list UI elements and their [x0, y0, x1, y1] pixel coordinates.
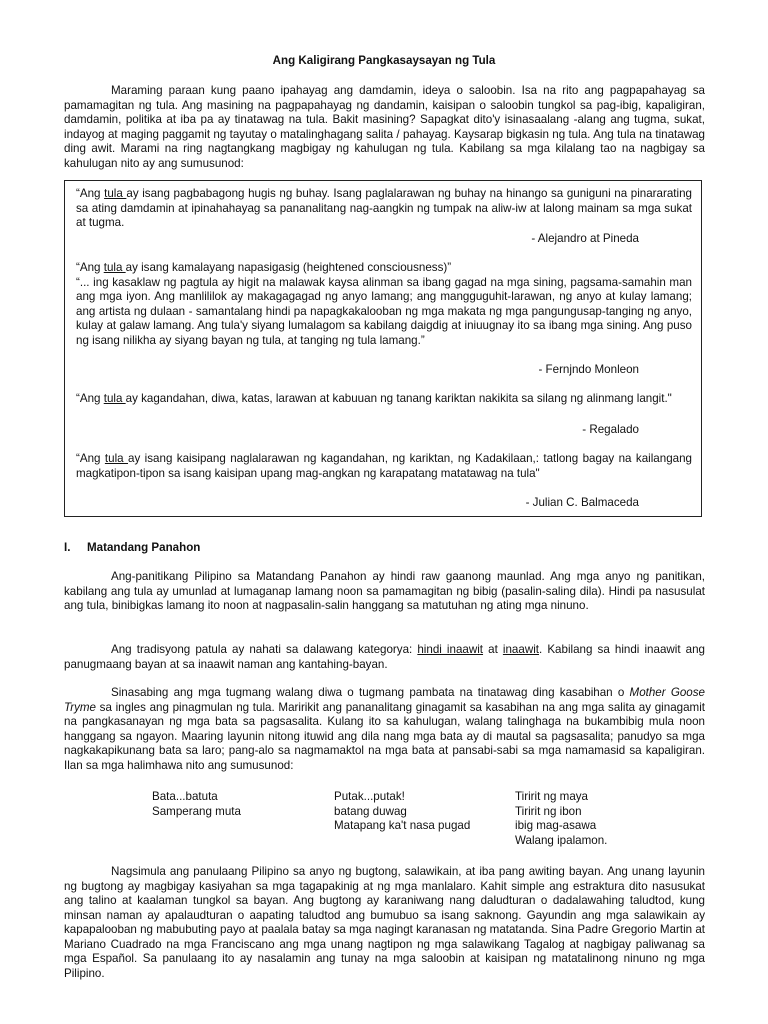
- quote-regalado: [76, 392, 692, 407]
- quote-monleon: [76, 261, 692, 348]
- quote-open: “Ang: [76, 452, 105, 465]
- paragraph-tugmang-pambata: [64, 686, 705, 773]
- example-line: batang duwag: [334, 804, 407, 818]
- text-run: Ang tradisyong patula ay nahati sa dalawang kategorya:: [111, 643, 418, 656]
- example-line: Putak...putak!: [334, 790, 405, 803]
- intro-paragraph: Maraming paraan kung paano ipahayag ang damdamin, ideya o saloobin. Isa na rito ang pagpapahayag sa pamamagitan ng tula. Ang masining na pagpapahayag ng dandamin, kaisipan o saloobin tungkol sa pag-ibig, kapaligiran, damdamin, politika at iba pa ay tinatawag na tula. Bakit masining? Sapagkat dito'y isinasaalang -alang ang tugma, sukat, indayog at maging paggamit ng tayutay o matalinghagang salita / pahayag. Kaysarap bigkasin ng tula. Ang tula na tinatawag ding awit. Marami na ring nagtangkang magbigay ng kahulugan ng tula. Kabilang sa mga kilalang tao na nagbigay sa kahulugan nito ay ang sumusunod:: [64, 84, 705, 170]
- quote-open: “Ang: [76, 392, 104, 405]
- example-column-1: [152, 790, 241, 819]
- quote-keyword: tula: [103, 261, 126, 274]
- example-line: Bata...batuta: [152, 790, 218, 803]
- quote-keyword: tula: [104, 187, 127, 200]
- quote-author: - Fernjndo Monleon: [538, 363, 639, 376]
- quote-balmaceda: [76, 452, 692, 481]
- example-line: ibig mag-asawa: [515, 819, 597, 832]
- example-line: Tiririt ng ibon: [515, 804, 582, 818]
- quote-author: - Regalado: [582, 423, 639, 436]
- quote-open: “Ang: [76, 261, 104, 274]
- quote-keyword: tula: [104, 452, 129, 465]
- quote-text: ay isang kaisipang naglalarawan ng kagandahan, ng kariktan, ng Kadakilaan,: tatlong bagay na kailangang magkatipon-tipon sa isang kaisipan upang mag-angkan ng karapatang matatawag na tula": [76, 452, 692, 480]
- paragraph-panulaang-pilipino: Nagsimula ang panulaang Pilipino sa anyo ng bugtong, salawikain, at iba pang awiting bayan. Ang unang layunin ng bugtong ay magbigay kasiyahan sa mga tagapakinig at ng mga manlalaro. Kahit simple ang estraktura dito nasusukat ang talino at kaalaman tungkol sa bayan. Ang bugtong ay karaniwang nang daludturan o dadalawahing taludtod, kung minsan naman ay apalaudturan o aapating taludtod ang bumubuo sa isang saknong. Gayundin ang mga salawikain ay kapapalooban ng mabubuting payo at paalala batay sa mga nagingt karanasan ng matatanda. Sina Padre Gregorio Martin at Mariano Cuadrado na mga Franciscano ang mga unang nagtipon ng mga salawikang Tagalog at nagbigay paliwanag sa mga Español. Sa panulaang ito ay nasalamin ang tunay na mga saloobin at kaisipan ng matatalinong ninuno ng mga Pilipino.: [64, 865, 705, 980]
- underlined-term: inaawit: [502, 643, 539, 656]
- text-run: sa ingles ang pinagmulan ng tula. Maririkit ang pananalitang ginagamit sa kasabihan na ang mga salita ay ginagamit na pangkasanayan ng mga bata sa pagsasalita. Kulang ito sa kahulugan, walang talinghaga na bukambibig mula noon hanggang sa ngayon. Maaring layunin nitong ituwid ang dila nang mga bata ay di mautal sa pagsasalita; panudyo sa mga nagkakapikunang bata sa laro; pang-alo sa nagmamaktol na mga bata at pansabi-sabi sa mga namamasid sa kapaligiran. Ilan sa mga halimhawa nito ang sumusunod:: [64, 700, 705, 772]
- section-title: Matandang Panahon: [87, 541, 201, 554]
- quote-open: “Ang: [76, 187, 105, 200]
- italic-term: Mother Goose Tryme: [64, 686, 705, 714]
- text-run: Sinasabing ang mga tugmang walang diwa o tugmang pambata na tinatawag ding kasabihan o: [111, 686, 630, 699]
- quote-author: - Alejandro at Pineda: [531, 232, 639, 245]
- quote-pineda: [76, 187, 692, 231]
- underlined-term: hindi inaawit: [417, 643, 484, 656]
- quote-author: - Julian C. Balmaceda: [525, 496, 639, 509]
- quote-text: ay isang pagbabagong hugis ng buhay. Isang paglalarawan ng buhay na hinango sa guniguni na pinararating sa ating damdamin at ipinahahayag sa pananalitang nag-aangkin ng tumpak na aliw-iw at lalong mainam sa mga sukat at tugma.: [76, 187, 692, 229]
- example-line: Walang ipalamon.: [515, 833, 608, 847]
- example-line: Tiririt ng maya: [515, 790, 589, 803]
- definitions-box: [64, 180, 702, 517]
- text-run: . Kabilang sa hindi inaawit ang panugmaang bayan at sa inaawit naman ang kantahing-bayan.: [64, 643, 706, 671]
- quote-text: ay isang kamalayang napasigasig (heightened consciousness)”: [125, 261, 452, 274]
- document-title: Ang Kaligirang Pangkasaysayan ng Tula: [272, 54, 496, 67]
- example-column-3: [515, 790, 607, 848]
- quote-text: ay kagandahan, diwa, katas, larawan at kabuuan ng tanang kariktan nakikita sa silang ng alinmang langit.": [125, 392, 672, 405]
- quote-body: “... ing kasaklaw ng pagtula ay higit na malawak kaysa alinman sa ibang gagad na mga sining, pagsama-samahin man ang mga iyon. Ang manlililok ay makagagagad ng anyo lamang; ang mangguguhit-larawan, ng anyo at kulay lamang; ang artista ng dulaan - samantalang hindi pa napagkakalooban ng mga makata ng mga pangungusap-tanging ng anyo, kulay at galaw lamang. Ang tula'y siyang lumalagom sa kabilang daigdig at iniuugnay ito sa ibang mga sining. Ang puso ng isang nilikha ay siyang bayan ng tula, at tanging ng tula lamang.”: [76, 275, 692, 347]
- text-run: at: [483, 643, 503, 656]
- paragraph-matandang-panahon: Ang-panitikang Pilipino sa Matandang Panahon ay hindi raw gaanong maunlad. Ang mga anyo ng panitikan, kabilang ang tula ay umunlad at lumaganap lamang noon sa pamamagitan ng bibig (pasalin-saling dila). Hindi pa nasusulat ang tula, binibigkas lamang ito noon at nagpasalin-salin hanggang sa matutuhan ng ating mga ninuno.: [64, 570, 705, 612]
- section-number: I.: [64, 541, 71, 554]
- example-column-2: [334, 790, 470, 834]
- example-line: Samperang muta: [152, 804, 241, 818]
- example-line: Matapang ka't nasa pugad: [334, 819, 471, 832]
- section-heading: [64, 541, 200, 556]
- paragraph-tradisyong-patula: [64, 643, 705, 672]
- quote-keyword: tula: [103, 392, 126, 405]
